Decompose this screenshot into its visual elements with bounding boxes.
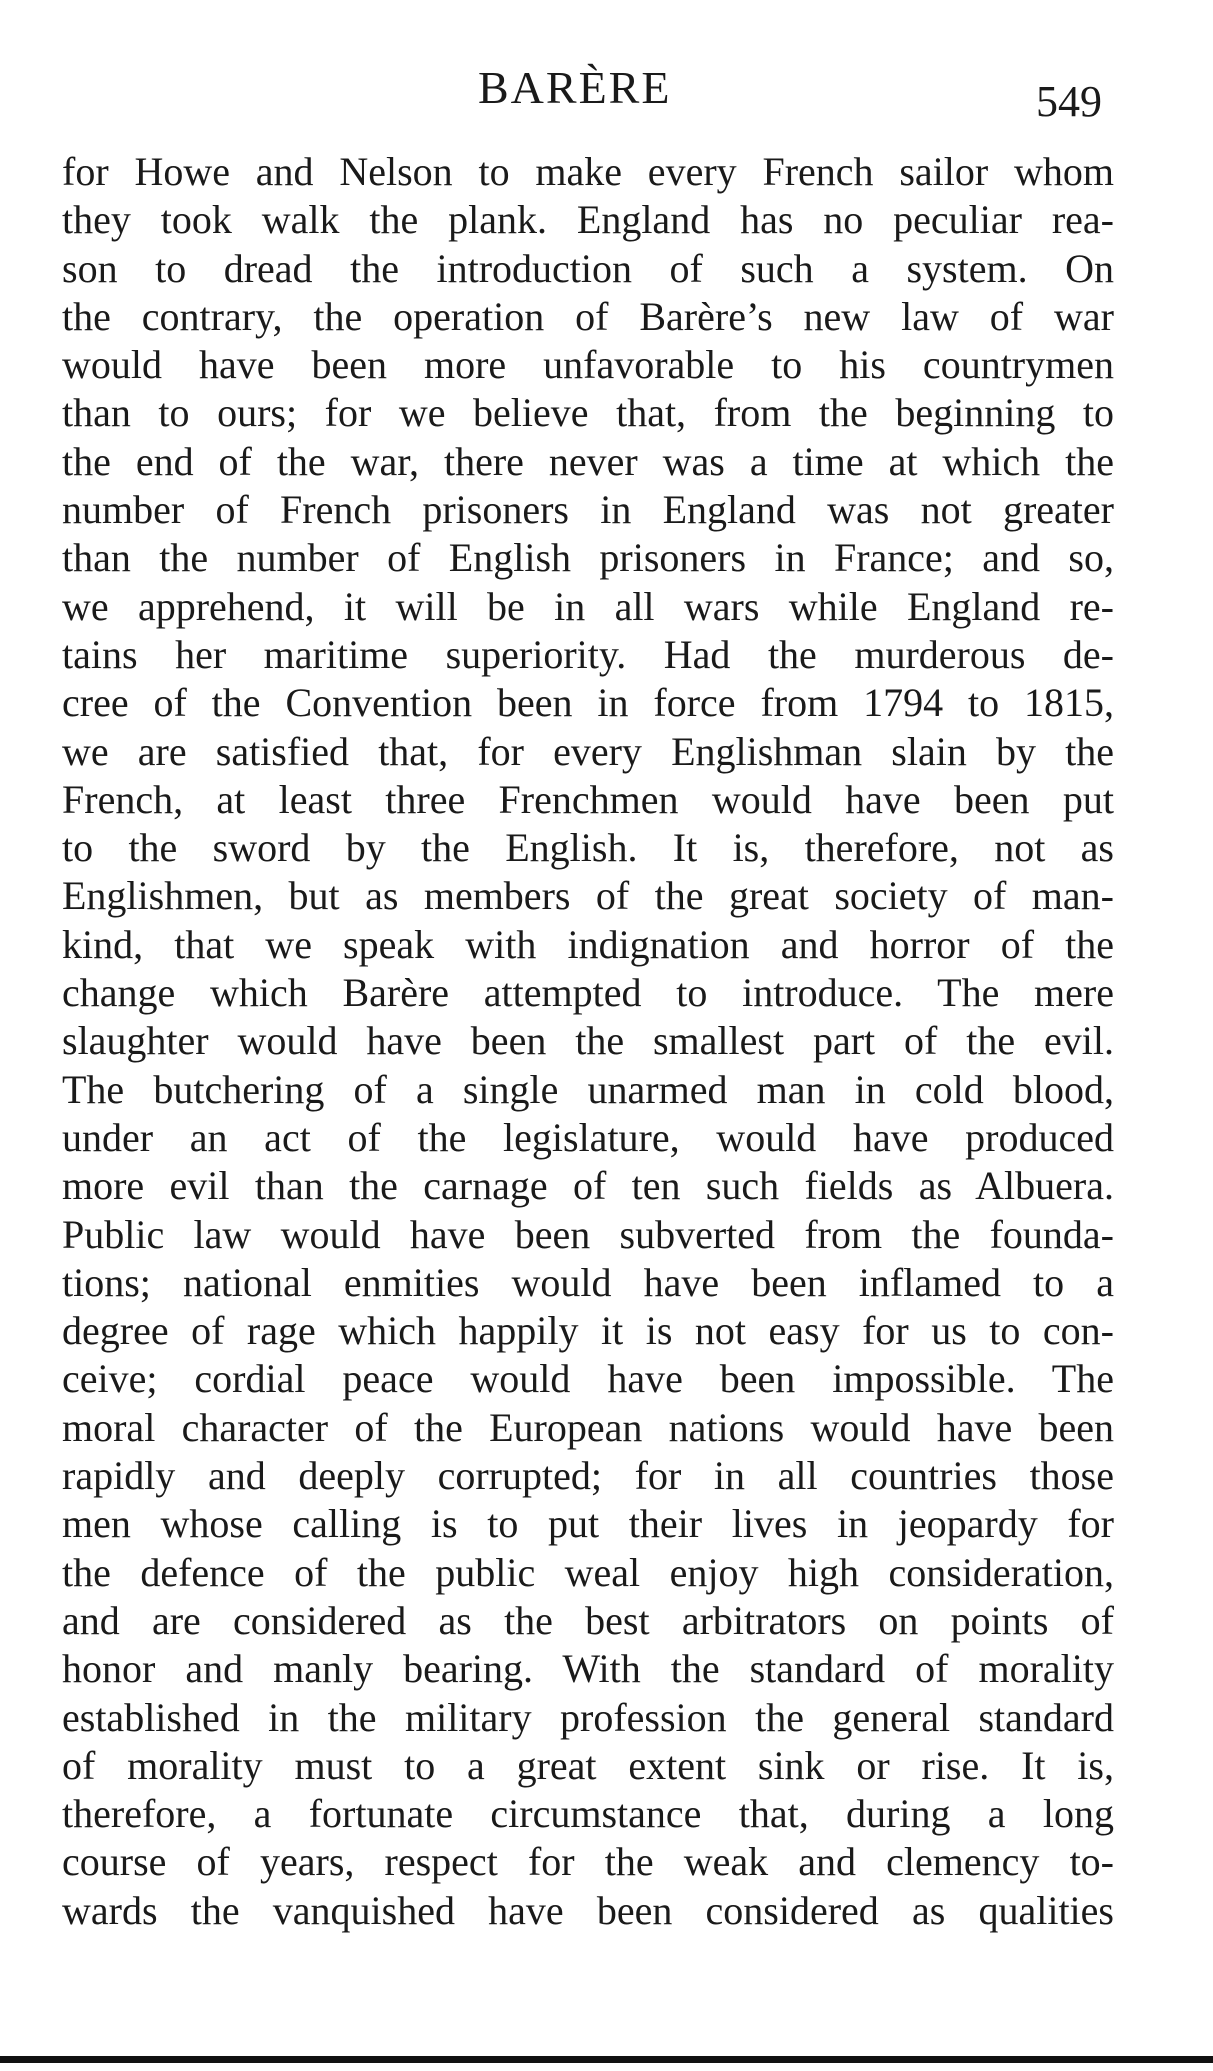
text-line: ceive; cordial peace would have been impossible. The (62, 1356, 1114, 1402)
text-line: would have been more unfavorable to his countrymen (62, 342, 1114, 388)
text-line: the end of the war, there never was a time at which the (62, 438, 1114, 484)
text-line: degree of rage which happily it is not easy for us to con- (62, 1308, 1114, 1354)
text-line: The butchering of a single unarmed man in cold blood, (62, 1066, 1114, 1112)
text-line: and are considered as the best arbitrators on points of (62, 1597, 1114, 1643)
text-line: than the number of English prisoners in France; and so, (62, 535, 1114, 581)
text-line: kind, that we speak with indignation and horror of the (62, 921, 1114, 967)
text-line: tains her maritime superiority. Had the murderous de- (62, 631, 1114, 677)
bottom-rule (0, 2056, 1213, 2063)
text-line: Public law would have been subverted from the founda- (62, 1211, 1114, 1257)
text-line: they took walk the plank. England has no peculiar rea- (62, 197, 1114, 243)
text-line: for Howe and Nelson to make every French sailor whom (62, 149, 1114, 194)
text-line: established in the military profession the general standard (62, 1694, 1114, 1740)
text-line: men whose calling is to put their lives in jeopardy for (62, 1501, 1114, 1547)
text-line: cree of the Convention been in force from 1794 to 1815, (62, 680, 1114, 726)
body-text (62, 148, 1114, 1935)
text-line: tions; national enmities would have been inflamed to a (62, 1259, 1114, 1305)
text-line: honor and manly bearing. With the standard of morality (62, 1646, 1114, 1692)
text-line: wards the vanquished have been considered as qualities (62, 1887, 1114, 1933)
page-title: BARÈRE (478, 62, 672, 113)
text-line: to the sword by the English. It is, therefore, not as (62, 825, 1114, 871)
text-line: the contrary, the operation of Barère’s new law of war (62, 293, 1114, 339)
text-line: slaughter would have been the smallest part of the evil. (62, 1018, 1114, 1064)
text-line: French, at least three Frenchmen would have been put (62, 776, 1114, 822)
text-line: son to dread the introduction of such a system. On (62, 245, 1114, 291)
text-line: change which Barère attempted to introduce. The mere (62, 970, 1114, 1016)
text-line: we apprehend, it will be in all wars while England re- (62, 583, 1114, 629)
text-line: we are satisfied that, for every Englishman slain by the (62, 728, 1114, 774)
text-line: of morality must to a great extent sink or rise. It is, (62, 1742, 1114, 1788)
text-line: Englishmen, but as members of the great society of man- (62, 873, 1114, 919)
text-line: therefore, a fortunate circumstance that, during a long (62, 1791, 1114, 1837)
text-line: under an act of the legislature, would have produced (62, 1114, 1114, 1160)
text-line: than to ours; for we believe that, from the beginning to (62, 390, 1114, 436)
page-number: 549 (1036, 77, 1102, 126)
text-line: more evil than the carnage of ten such fields as Albuera. (62, 1163, 1114, 1209)
text-line: the defence of the public weal enjoy high consideration, (62, 1549, 1114, 1595)
running-head (0, 58, 1213, 126)
text-line: number of French prisoners in England was not greater (62, 487, 1114, 533)
text-line: course of years, respect for the weak and clemency to- (62, 1839, 1114, 1885)
text-line: rapidly and deeply corrupted; for in all countries those (62, 1453, 1114, 1499)
text-line: moral character of the European nations would have been (62, 1404, 1114, 1450)
